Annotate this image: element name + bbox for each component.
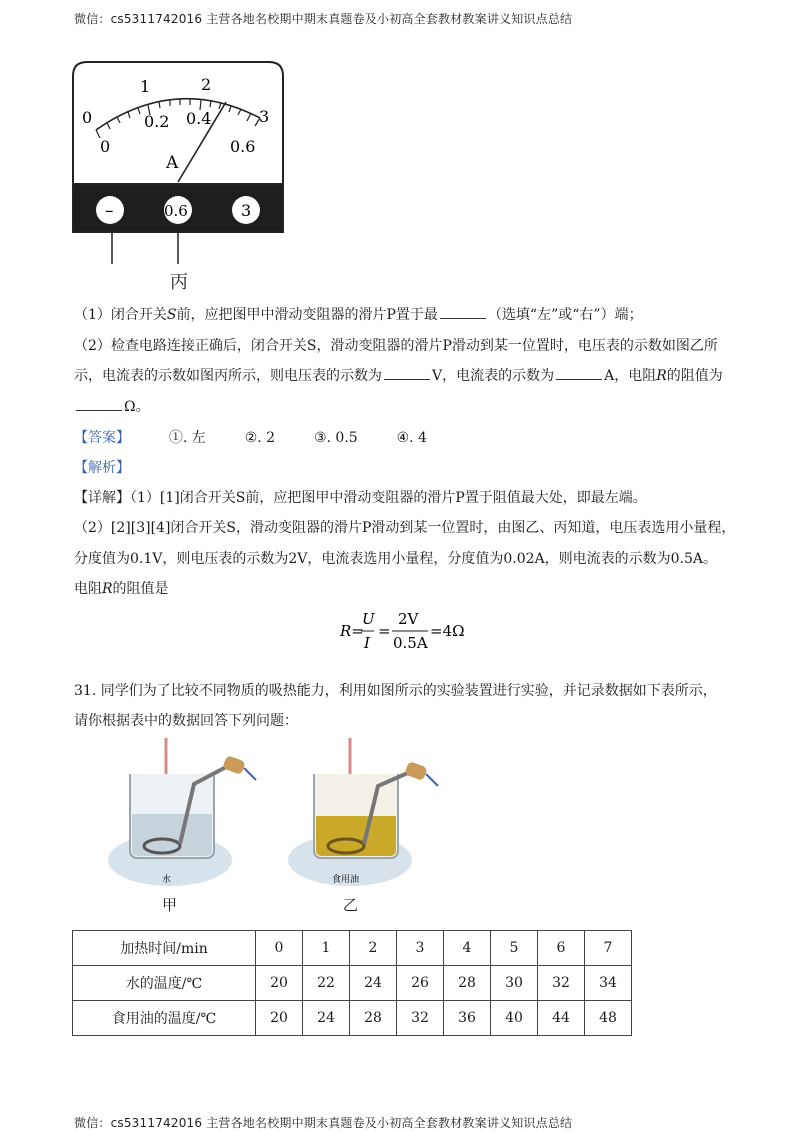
analysis-detail-2: （2）[2][3][4]闭合开关S，滑动变阻器的滑片P滑动到某一位置时，由图乙、丙知道，电压表选用小量程， xyxy=(74,520,736,536)
answer-item-1: ①. 左 xyxy=(168,430,206,446)
table-cell: 30 xyxy=(491,966,538,1001)
beaker-oil-image xyxy=(280,738,448,888)
table-cell: 32 xyxy=(397,1001,444,1036)
formula-eq: = xyxy=(378,622,391,640)
formula-result: =4Ω xyxy=(430,622,465,640)
answer-blank-2[interactable] xyxy=(384,367,430,380)
temperature-table xyxy=(72,930,632,1036)
question-1: （1）闭合开关S前，应把图甲中滑动变阻器的滑片P置于最 （选填“左”或“右”）端； xyxy=(74,307,643,323)
answer-row xyxy=(74,427,427,447)
beaker-water-image xyxy=(100,738,268,888)
caption-yi: 乙 xyxy=(343,896,359,914)
oil-label: 食用油 xyxy=(332,875,360,885)
heater-wire-b xyxy=(426,774,438,786)
table-cell: 0 xyxy=(256,931,303,966)
table-cell: 20 xyxy=(256,1001,303,1036)
formula-u: U xyxy=(362,610,375,628)
scale-lower-zero: 0 xyxy=(100,137,111,156)
q31-line-1: 31. 同学们为了比较不同物质的吸热能力，利用如图所示的实验装置进行实验，并记录数据如下表所示， xyxy=(74,683,717,699)
scale-lower-0.6: 0.6 xyxy=(230,137,256,156)
table-cell: 2 xyxy=(350,931,397,966)
answer-blank-1[interactable] xyxy=(440,306,486,319)
q31-line-2: 请你根据表中的数据回答下列问题： xyxy=(74,713,298,729)
question-2-line-3: Ω。 xyxy=(74,396,150,416)
formula-i: I xyxy=(364,634,370,652)
ammeter-caption: 丙 xyxy=(170,272,188,293)
table-cell: 6 xyxy=(538,931,585,966)
scale-lower-0.4: 0.4 xyxy=(186,109,212,128)
question-2-line-2: 示，电流表的示数如图丙所示，则电压表的示数为 V，电流表的示数为 A，电阻R的阻值为 xyxy=(74,368,723,384)
question-2-line-1: （2）检查电路连接正确后，闭合开关S，滑动变阻器的滑片P滑动到某一位置时，电压表的示数如图乙所 xyxy=(74,338,718,354)
table-cell: 36 xyxy=(444,1001,491,1036)
answer-item-2: ②. 2 xyxy=(244,430,276,446)
terminal-0.6-label: 0.6 xyxy=(164,202,188,220)
table-cell: 20 xyxy=(256,966,303,1001)
analysis-detail-3: 分度值为0.1V，则电压表的示数为2V，电流表选用小量程，分度值为0.02A，则电流表的示数为0.5A。 xyxy=(74,551,718,567)
table-cell: 44 xyxy=(538,1001,585,1036)
table-cell: 24 xyxy=(350,966,397,1001)
table-cell: 4 xyxy=(444,931,491,966)
table-cell: 26 xyxy=(397,966,444,1001)
scale-upper-3: 3 xyxy=(259,107,270,126)
table-cell: 22 xyxy=(303,966,350,1001)
table-row xyxy=(73,931,632,966)
scale-upper-0: 0 xyxy=(82,108,93,127)
resistance-formula xyxy=(340,608,480,652)
terminal-3-label: 3 xyxy=(241,201,252,220)
water-label: 水 xyxy=(162,875,172,885)
heater-plug-b xyxy=(404,761,428,781)
oil-fill xyxy=(316,816,396,856)
table-cell: 28 xyxy=(350,1001,397,1036)
water-fill xyxy=(132,814,212,856)
formula-lhs: R= xyxy=(340,622,364,640)
table-header-cell: 水的温度/℃ xyxy=(73,966,256,1001)
table-header-cell: 加热时间/min xyxy=(73,931,256,966)
page-footer: 微信：cs5311742016 主营各地名校期中期末真题卷及小初高全套教材教案讲义知识点总结 xyxy=(74,1116,573,1130)
scale-lower-0.2: 0.2 xyxy=(144,112,170,131)
terminal-negative-label: – xyxy=(105,201,114,221)
analysis-detail-1: 【详解】（1）[1]闭合开关S前，应把图甲中滑动变阻器的滑片P置于阻值最大处，即最左端。 xyxy=(74,490,647,506)
ammeter-unit-label: A xyxy=(166,153,179,173)
ammeter-figure xyxy=(66,56,296,266)
answer-item-4: ④. 4 xyxy=(396,430,427,446)
table-cell: 32 xyxy=(538,966,585,1001)
table-cell: 40 xyxy=(491,1001,538,1036)
table-header-cell: 食用油的温度/℃ xyxy=(73,1001,256,1036)
table-cell: 3 xyxy=(397,931,444,966)
scale-upper-1: 1 xyxy=(140,77,151,96)
table-cell: 7 xyxy=(585,931,632,966)
table-cell: 1 xyxy=(303,931,350,966)
table-row xyxy=(73,966,632,1001)
table-row xyxy=(73,1001,632,1036)
table-cell: 28 xyxy=(444,966,491,1001)
table-cell: 34 xyxy=(585,966,632,1001)
formula-num: 2V xyxy=(398,610,419,628)
caption-jia: 甲 xyxy=(162,896,178,914)
answer-label: 【答案】 xyxy=(74,430,130,446)
heater-wire-a xyxy=(244,768,256,780)
heater-plug-a xyxy=(222,755,246,775)
page-header: 微信：cs5311742016 主营各地名校期中期末真题卷及小初高全套教材教案讲义知识点总结 xyxy=(74,12,573,26)
answer-blank-4[interactable] xyxy=(76,398,122,411)
table-cell: 24 xyxy=(303,1001,350,1036)
analysis-label: 【解析】 xyxy=(74,460,130,476)
table-cell: 48 xyxy=(585,1001,632,1036)
answer-item-3: ③. 0.5 xyxy=(313,430,358,446)
analysis-detail-4: 电阻R的阻值是 xyxy=(74,581,169,597)
scale-upper-2: 2 xyxy=(201,75,212,94)
formula-den: 0.5A xyxy=(393,634,428,652)
answer-blank-3[interactable] xyxy=(556,367,602,380)
table-cell: 5 xyxy=(491,931,538,966)
